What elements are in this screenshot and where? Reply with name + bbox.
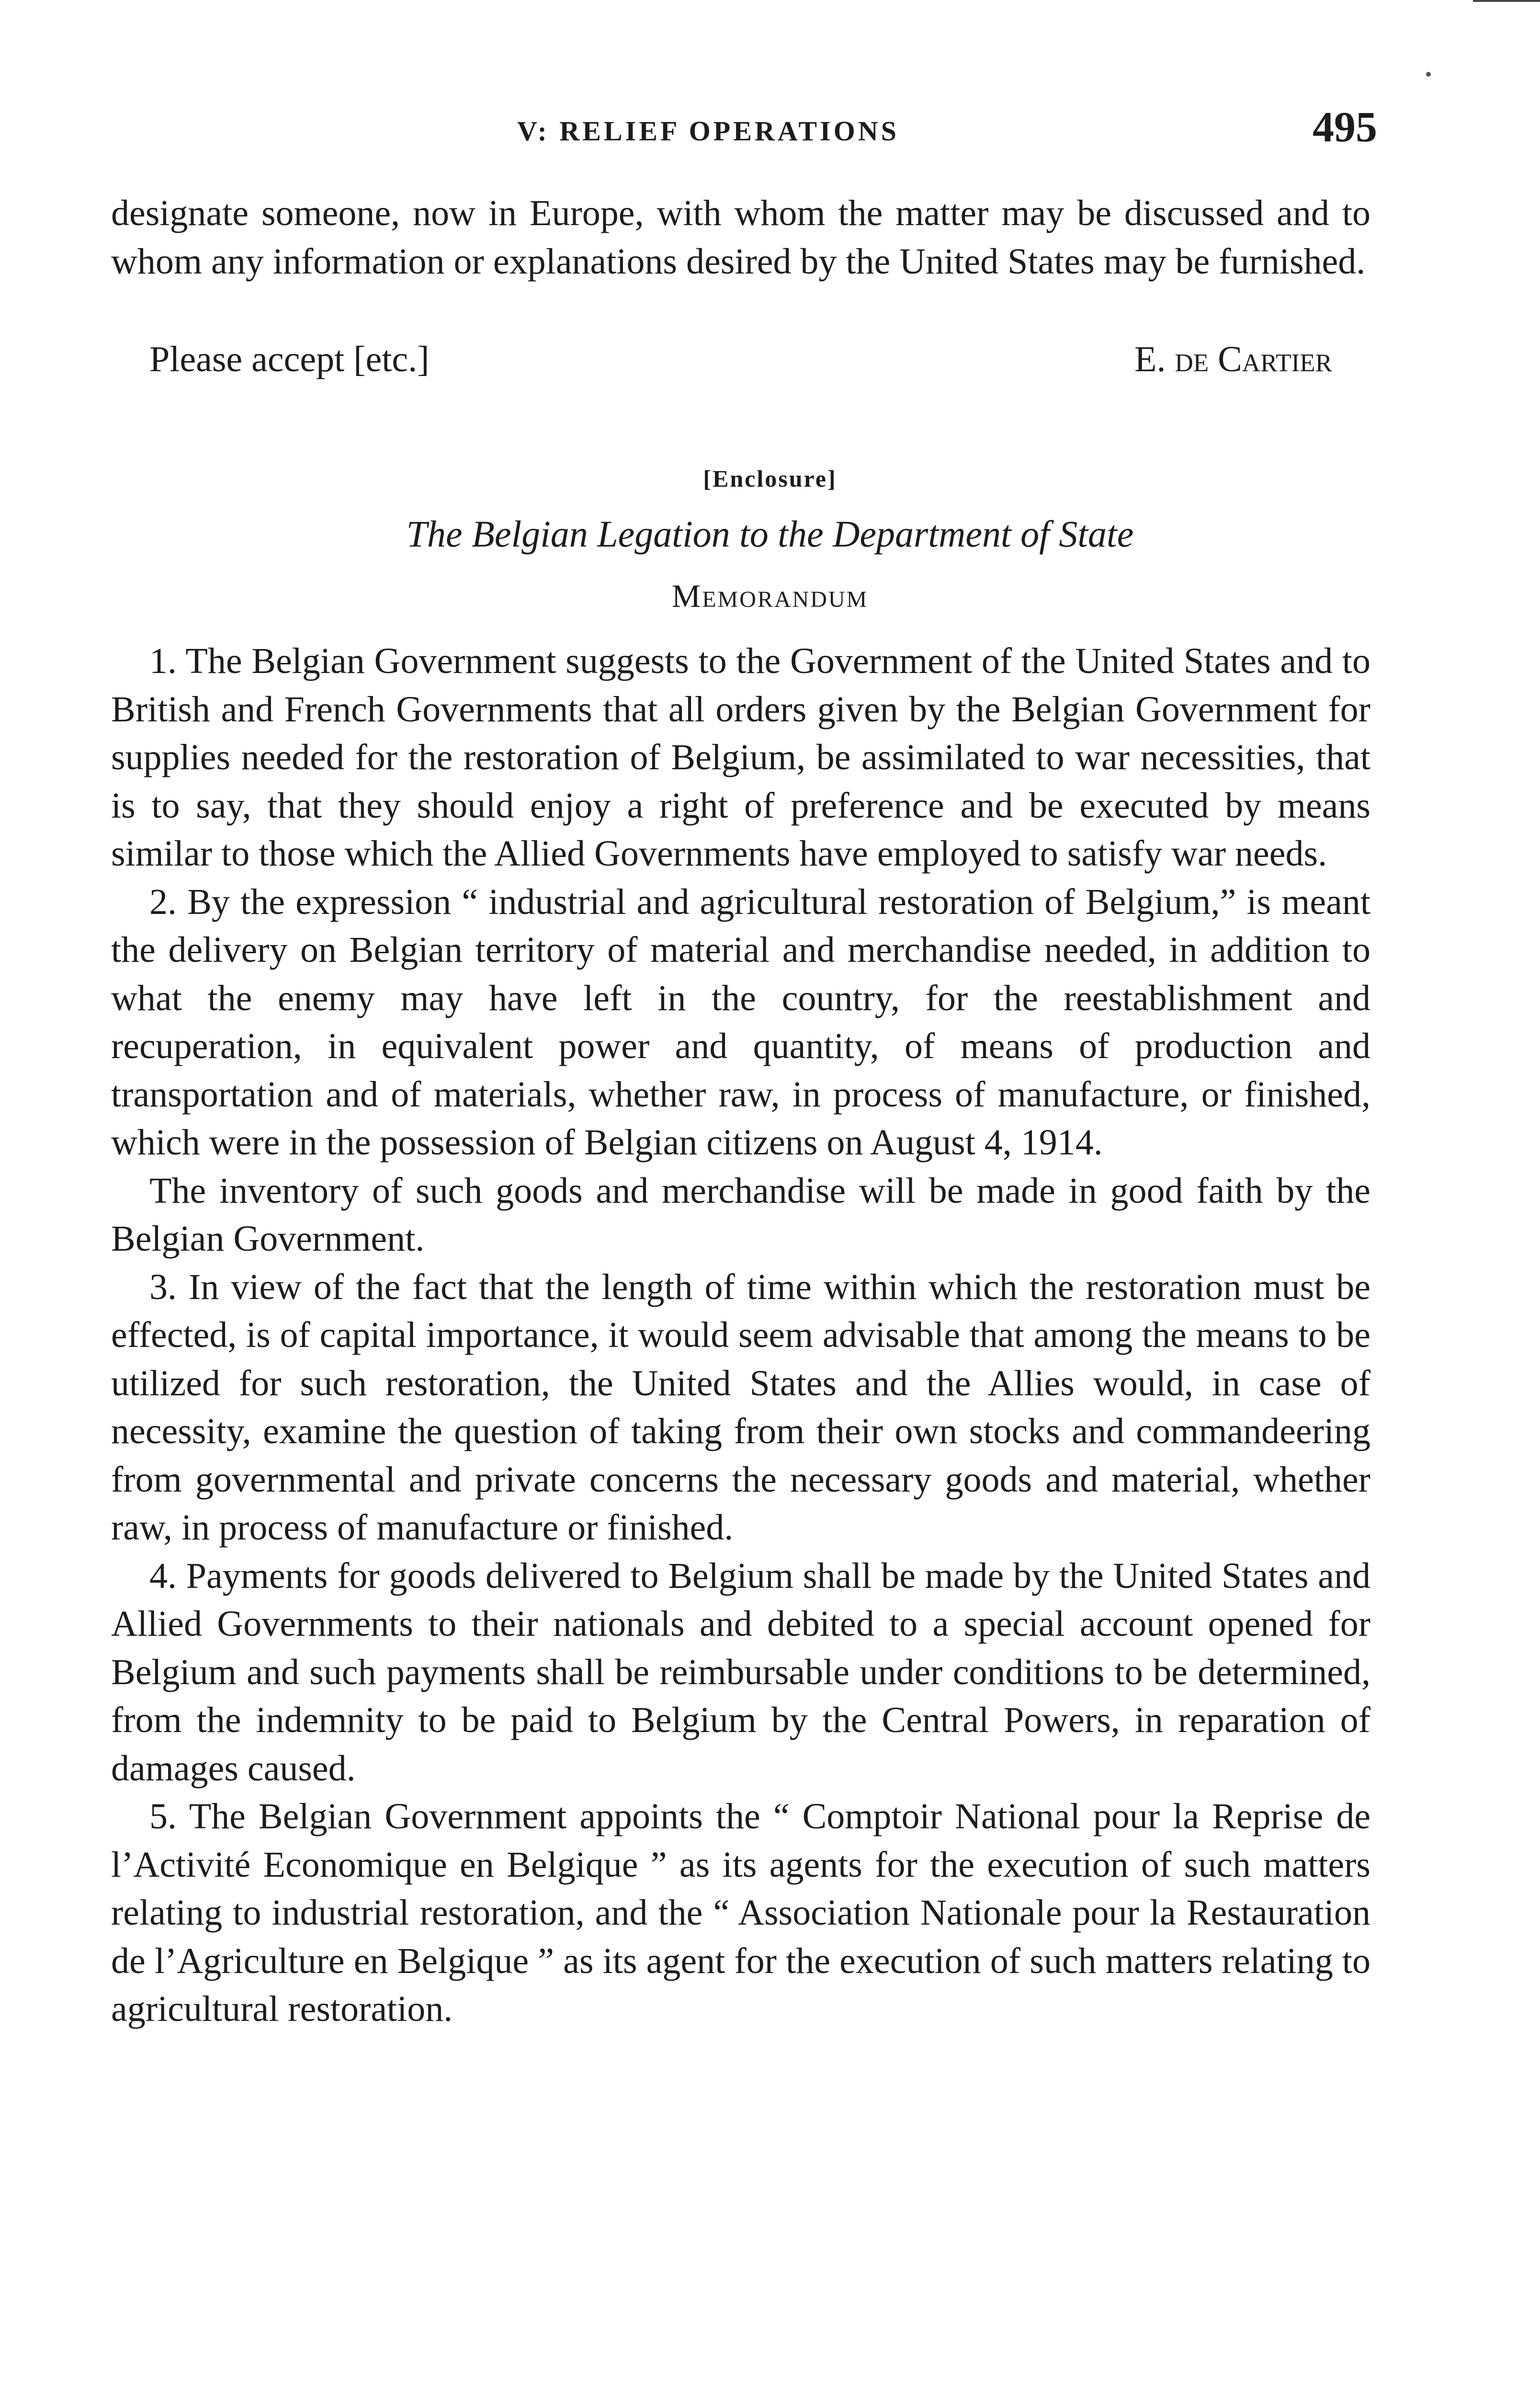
memorandum-paragraph-1: 1. The Belgian Government suggests to the Government of the United States and to British and French Governments that all orders given by the Belgian Government for supplies needed for the restoration of Belgium, be assimilated to war necessities, that is to say, that they should enjoy a right of preference and be executed by means similar to those which the Allied Governments have employed to satisfy war needs. [111, 641, 1370, 874]
signature: E. de Cartier [1134, 339, 1332, 379]
memorandum-paragraph-2: 2. By the expression “ industrial and agricultural restoration of Belgium,” is meant the delivery on Belgian territory of material and merchandise needed, in addition to what the enemy may have left in the country, for the reestablishment and recuperation, in equivalent power and quantity, of means of production and transportation and of materials, whether raw, in process of manufacture, or finished, which were in the possession of Belgian citizens on August 4, 1914. [111, 881, 1370, 1163]
page-number: 495 [1313, 103, 1377, 151]
memorandum-body [111, 637, 1370, 2033]
memorandum-heading: Memorandum [671, 578, 869, 614]
scan-speck [1426, 72, 1431, 77]
scan-edge-mark [1473, 0, 1540, 2]
enclosure-label: [Enclosure] [703, 465, 837, 492]
letter-paragraph: designate someone, now in Europe, with whom the matter may be discussed and to whom any information or explanations desired by the United States may be furnished. [111, 193, 1370, 282]
letter-continuation [111, 189, 1370, 285]
memorandum-paragraph-3: 3. In view of the fact that the length of time within which the restoration must be effected, is of capital importance, it would seem advisable that among the means to be utilized for such restoration, the United States and the Allies would, in case of necessity, examine the question of taking from their own stocks and commandeering from governmental and private concerns the necessary goods and material, whether raw, in process of manufacture or finished. [111, 1266, 1370, 1548]
memorandum-paragraph-4: 4. Payments for goods delivered to Belgium shall be made by the United States and Allied Governments to their nationals and debited to a special account opened for Belgium and such payments shall be reimbursable under conditions to be determined, from the indemnity to be paid to Belgium by the Central Powers, in reparation of damages caused. [111, 1555, 1370, 1789]
running-head: V: RELIEF OPERATIONS [517, 115, 899, 147]
complimentary-close: Please accept [etc.] [149, 339, 430, 379]
memorandum-paragraph-2-continued: The inventory of such goods and merchandise will be made in good faith by the Belgian Government. [111, 1170, 1370, 1259]
document-title: The Belgian Legation to the Department of State [406, 513, 1134, 555]
memorandum-paragraph-5: 5. The Belgian Government appoints the “ Comptoir National pour la Reprise de l’Activité Economique en Belgique ” as its agents for the execution of such matters relating to industrial restoration, and the “ Association Nationale pour la Restauration de l’Agriculture en Belgique ” as its agent for the execution of such matters relating to agricultural restoration. [111, 1796, 1370, 2029]
